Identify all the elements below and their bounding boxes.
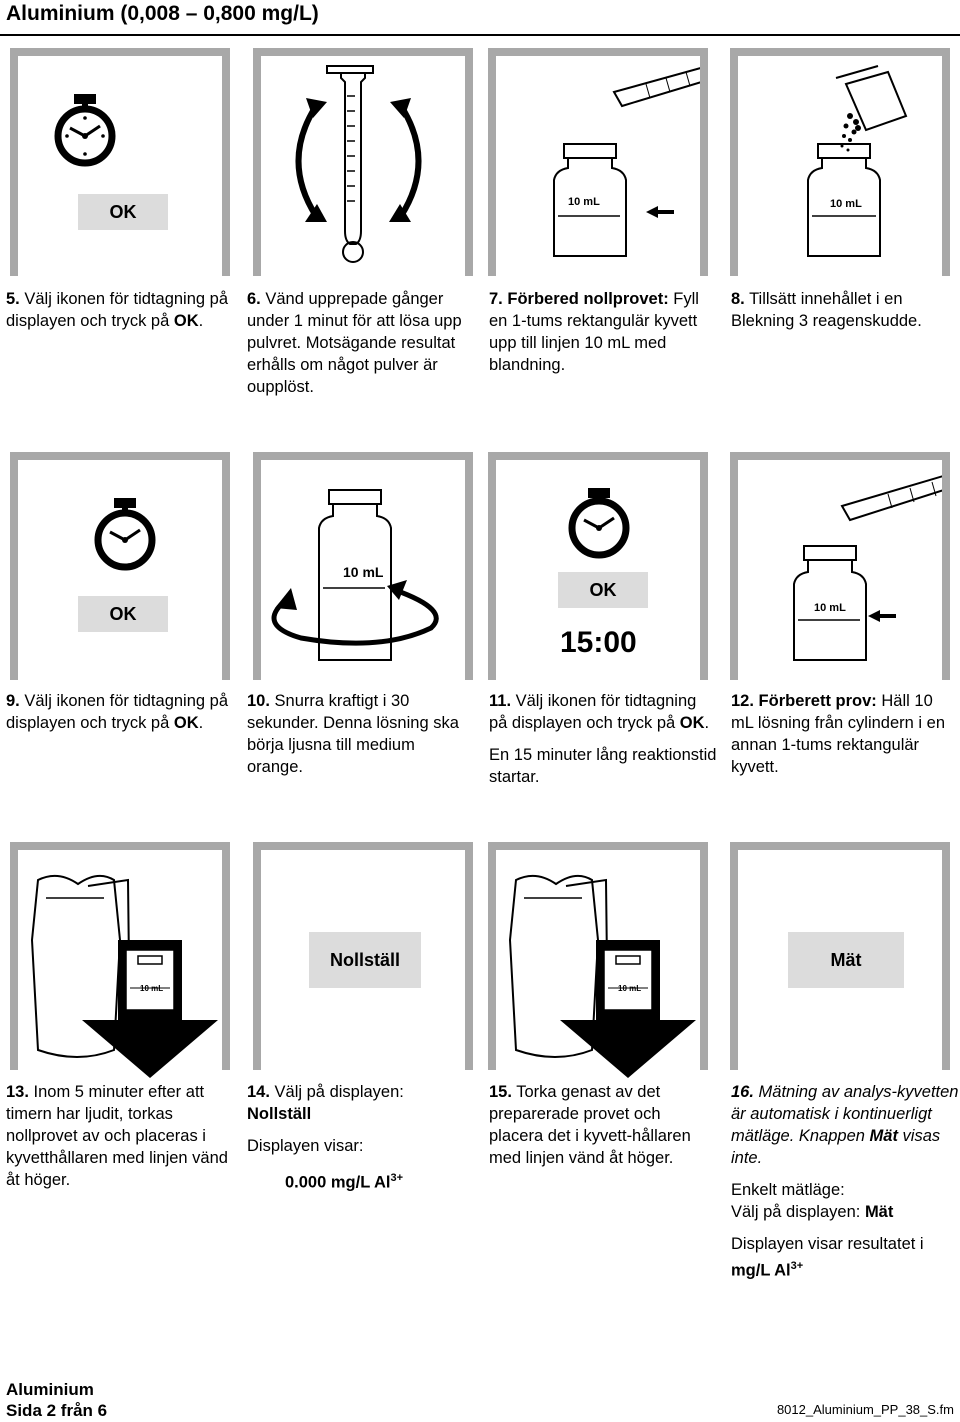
step-7-text: 7. Förbered nollprovet: Fyll en 1-tums rektangulär kyvett upp till linjen 10 mL med blandning. [489, 290, 699, 374]
panel-step-12 [730, 452, 950, 680]
panel-step-5 [10, 48, 230, 276]
ok-button[interactable]: OK [78, 596, 168, 632]
bottle-label: 10 mL [343, 564, 384, 580]
footer-left [6, 1379, 107, 1421]
zero-button[interactable]: Nollställ [309, 932, 421, 988]
panel-step-9 [10, 452, 230, 680]
ok-button[interactable]: OK [78, 194, 168, 230]
step-15-text: 15. Torka genast av det preparerade provet och placera det i kyvett-hållaren med linjen vänd åt höger. [489, 1083, 691, 1167]
bottle-label: 10 mL [830, 198, 862, 210]
panel-step-13 [10, 842, 230, 1070]
bottle-fill-icon [496, 56, 700, 284]
panel-step-8 [730, 48, 950, 276]
step-9-text: 9. Välj ikonen för tidtagning på displayen och tryck på OK. [6, 692, 228, 732]
cylinder-invert-icon [261, 56, 465, 284]
timer-display: 15:00 [560, 626, 637, 659]
footer-file: 8012_Aluminium_PP_38_S.fm [776, 1402, 954, 1417]
step-14-text: 14. Välj på displayen: Nollställ Displayen visar: 0.000 mg/L $Al^{3+}$ [247, 1083, 404, 1192]
step-6-text: 6. Vänd upprepade gånger under 1 minut för att lösa upp pulvret. Motsägande resultat erhålls om något pulver är oupplöst. [247, 290, 462, 396]
ok-button[interactable]: OK [558, 572, 648, 608]
step-16-text: 16. Mätning av analys-kyvetten är automatisk i kontinuerligt mätläge. Knappen Mät visas inte. Enkelt mätläge: Välj på displayen: Mät Displayen visar resultatet i mg/L $Al^{3+}$ [731, 1083, 959, 1280]
bottle-label: 10 mL [140, 984, 164, 993]
stopwatch-icon [18, 460, 222, 688]
footer-title: Aluminium [6, 1380, 94, 1399]
panel-step-11 [488, 452, 708, 680]
powder-pillow-icon [738, 56, 942, 284]
step-11-text: 11. Välj ikonen för tidtagning på displayen och tryck på OK. En 15 minuter lång reaktionstid startar. [489, 692, 717, 786]
panel-step-15 [488, 842, 708, 1070]
bottle-label: 10 mL [618, 984, 642, 993]
stopwatch-icon [18, 56, 222, 284]
step-12-text: 12. Förberett prov: Häll 10 mL lösning från cylindern i en annan 1-tums rektangulär kyvett. [731, 692, 946, 776]
insert-cell-icon [18, 850, 222, 1078]
panel-step-16 [730, 842, 950, 1070]
bottle-fill-icon [738, 460, 942, 688]
panel-step-6 [253, 48, 473, 276]
measure-button[interactable]: Mät [788, 932, 904, 988]
bottle-label: 10 mL [568, 196, 600, 208]
step-8-text: 8. Tillsätt innehållet i en Blekning 3 reagenskudde. [731, 290, 922, 330]
title-rule [0, 34, 960, 36]
panel-step-10 [253, 452, 473, 680]
footer-page: Sida 2 från 6 [6, 1401, 108, 1420]
panel-step-14 [253, 842, 473, 1070]
insert-cell-icon [496, 850, 700, 1078]
bottle-label: 10 mL [814, 602, 846, 614]
step-5-text: 5. Välj ikonen för tidtagning på displayen och tryck på OK. [6, 290, 228, 330]
step-13-text: 13. Inom 5 minuter efter att timern har ljudit, torkas nollprovet av och placeras i kyvetthållaren med linjen vänd åt höger. [6, 1083, 228, 1189]
step-10-text: 10. Snurra kraftigt i 30 sekunder. Denna lösning ska börja ljusna till medium orange. [247, 692, 459, 776]
page-title: Aluminium (0,008 – 0,800 mg/L) [6, 2, 319, 25]
panel-step-7 [488, 48, 708, 276]
